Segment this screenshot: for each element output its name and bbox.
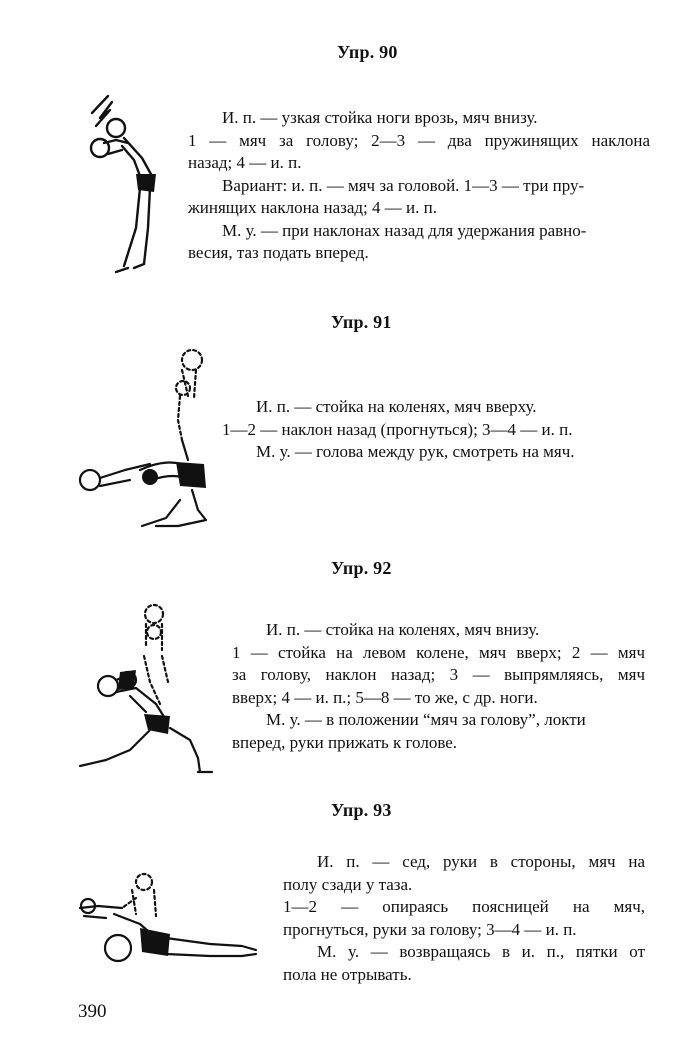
exercise-92-line-2: 1 — стойка на левом колене, мяч вверх; 2 — мяч (232, 642, 645, 662)
exercise-92-figure (70, 600, 220, 780)
exercise-91-title: Упр. 91 (331, 312, 392, 332)
exercise-93-line-5: М. у. — возвращаясь в и. п., пятки от (317, 942, 645, 961)
exercise-90-line-6: М. у. — при наклонах назад для удержания равно- (222, 220, 587, 240)
exercise-90-line-5: жинящих наклона назад; 4 — и. п. (188, 198, 437, 217)
exercise-92-line-3: за голову, наклон назад; 3 — выпрямляясь, мяч (232, 665, 645, 684)
exercise-93-title: Упр. 93 (331, 800, 392, 820)
exercise-90-title: Упр. 90 (337, 42, 398, 62)
exercise-92-line-6: вперед, руки прижать к голове. (232, 732, 458, 752)
exercise-91-line-2: 1—2 — наклон назад (прогнуться); 3—4 — и. п. (222, 419, 573, 439)
exercise-91-figure (70, 340, 220, 535)
exercise-93-text (283, 851, 645, 986)
exercise-93-line-2: полу сзади у таза. (283, 874, 413, 894)
exercise-90-line-1: И. п. — узкая стойка ноги врозь, мяч внизу. (222, 108, 538, 127)
exercise-93-line-4: прогнуться, руки за голову; 3—4 — и. п. (283, 919, 577, 939)
exercise-91-line-3: М. у. — голова между рук, смотреть на мяч. (256, 442, 575, 461)
exercise-90-line-7: весия, таз подать вперед. (188, 243, 369, 262)
exercise-90-line-3: назад; 4 — и. п. (188, 153, 302, 172)
exercise-93-line-6: пола не отрывать. (283, 964, 412, 984)
exercise-90-text (188, 107, 650, 265)
exercise-92-text (232, 619, 645, 754)
exercise-90-figure (70, 88, 190, 278)
exercise-92-title: Упр. 92 (331, 558, 392, 578)
exercise-92-line-4: вверх; 4 — и. п.; 5—8 — то же, с др. ноги. (232, 687, 538, 707)
exercise-91-line-1: И. п. — стойка на коленях, мяч вверху. (256, 397, 537, 416)
exercise-91-text (222, 396, 652, 464)
exercise-90-line-4: Вариант: и. п. — мяч за головой. 1—3 — три пру- (222, 175, 585, 195)
exercise-93-line-3: 1—2 — опираясь поясницей на мяч, (283, 897, 645, 916)
exercise-92-line-1: И. п. — стойка на коленях, мяч внизу. (266, 620, 540, 639)
exercise-93-line-1: И. п. — сед, руки в стороны, мяч на (317, 852, 645, 871)
exercise-90-line-2: 1 — мяч за голову; 2—3 — два пружинящих наклона (188, 130, 650, 150)
page-number: 390 (78, 1001, 107, 1022)
exercise-92-line-5: М. у. — в положении “мяч за голову”, локти (266, 710, 586, 729)
exercise-93-figure (70, 868, 260, 978)
